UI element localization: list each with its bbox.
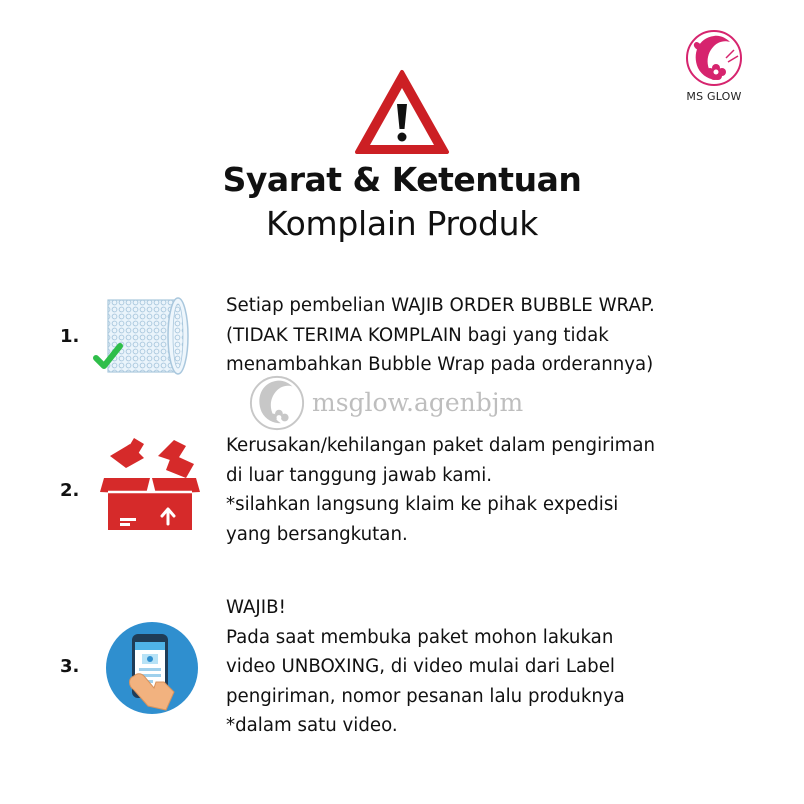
term-number: 1. [60,326,80,347]
term-number: 3. [60,656,80,677]
watermark-logo-icon [248,372,306,434]
term-line: pengiriman, nomor pesanan lalu produknya [226,685,625,707]
warning-triangle-icon [354,68,450,156]
term-line: Pada saat membuka paket mohon lakukan [226,626,614,648]
watermark-text: msglow.agenbjm [312,388,524,417]
brand-logo [684,28,744,108]
term-line: (TIDAK TERIMA KOMPLAIN bagi yang tidak [226,324,609,346]
term-line: *dalam satu video. [226,715,398,736]
term-line: WAJIB! [226,597,286,618]
term-number: 2. [60,480,80,501]
phone-video-icon [104,620,200,716]
page-subtitle: Komplain Produk [265,204,539,243]
brand-logo-emblem-icon [684,28,744,90]
term-line: Setiap pembelian WAJIB ORDER BUBBLE WRAP. [226,295,655,316]
page-title: Syarat & Ketentuan [222,160,582,199]
brand-name: MS GLOW [686,90,742,103]
damaged-box-icon [100,434,200,534]
term-line: Kerusakan/kehilangan paket dalam pengiriman [226,435,656,456]
term-line: yang bersangkutan. [226,523,408,545]
term-line: video UNBOXING, di video mulai dari Label [226,656,615,677]
term-line: menambahkan Bubble Wrap pada orderannya) [226,354,654,375]
bubble-wrap-roll-icon [90,292,196,378]
watermark [248,372,568,438]
term-line: *silahkan langsung klaim ke pihak expedisi [226,494,619,515]
term-line: di luar tanggung jawab kami. [226,464,493,486]
term-text [226,431,786,549]
term-text [226,291,786,380]
term-text [226,593,786,741]
